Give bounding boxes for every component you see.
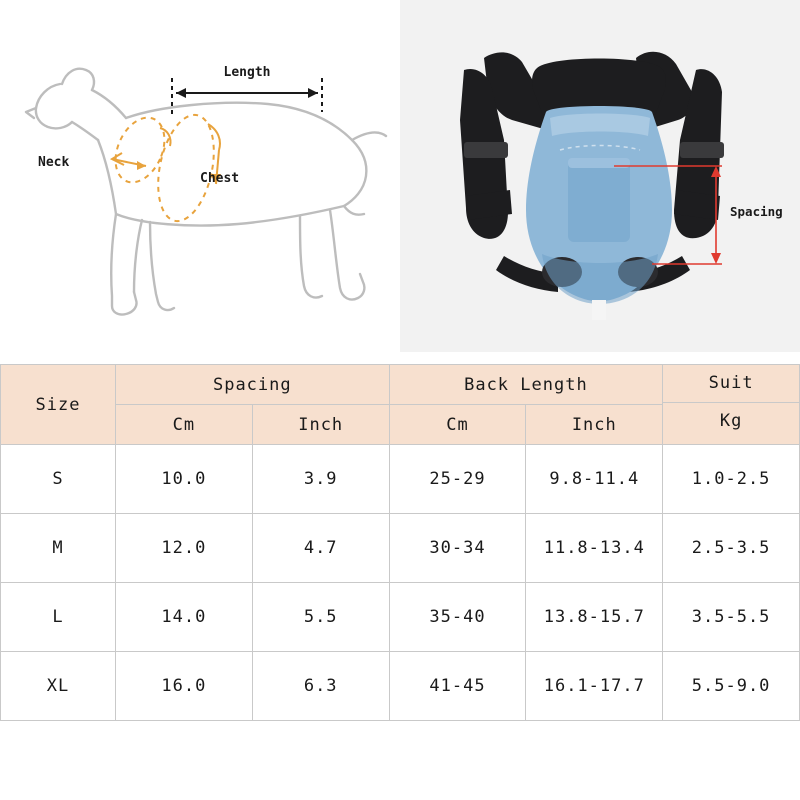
cell-back-inch: 9.8-11.4: [526, 445, 663, 514]
cell-back-cm: 41-45: [389, 652, 526, 721]
cell-spacing-cm: 16.0: [116, 652, 253, 721]
cell-size: XL: [1, 652, 116, 721]
table-header-group-row: [1, 365, 800, 405]
header-spacing: Spacing: [116, 365, 390, 405]
chest-label: Chest: [200, 171, 240, 186]
header-suit-unit: Kg: [719, 411, 743, 431]
table-row: [1, 652, 800, 721]
cell-size: S: [1, 445, 116, 514]
cell-back-inch: 13.8-15.7: [526, 583, 663, 652]
size-table: [0, 364, 800, 721]
table-header: [1, 365, 800, 445]
header-spacing-cm: Cm: [116, 405, 253, 445]
cell-spacing-inch: 4.7: [252, 514, 389, 583]
dog-measurement-diagram: [0, 0, 400, 352]
header-spacing-inch: Inch: [252, 405, 389, 445]
table-body: [1, 445, 800, 721]
cell-back-cm: 30-34: [389, 514, 526, 583]
illustration-row: [0, 0, 800, 352]
header-suit: [663, 365, 800, 445]
cell-suit-kg: 3.5-5.5: [663, 583, 800, 652]
table-row: [1, 514, 800, 583]
table-row: [1, 445, 800, 514]
cell-size: M: [1, 514, 116, 583]
header-suit-title: Suit: [663, 365, 799, 403]
product-photo: [400, 0, 800, 352]
cell-spacing-inch: 6.3: [252, 652, 389, 721]
header-size: Size: [1, 365, 116, 445]
cell-back-cm: 35-40: [389, 583, 526, 652]
table-row: [1, 583, 800, 652]
cell-suit-kg: 2.5-3.5: [663, 514, 800, 583]
cell-spacing-inch: 5.5: [252, 583, 389, 652]
cell-back-inch: 11.8-13.4: [526, 514, 663, 583]
length-label: Length: [223, 65, 271, 80]
cell-spacing-inch: 3.9: [252, 445, 389, 514]
cell-spacing-cm: 12.0: [116, 514, 253, 583]
cell-suit-kg: 1.0-2.5: [663, 445, 800, 514]
cell-size: L: [1, 583, 116, 652]
cell-back-cm: 25-29: [389, 445, 526, 514]
care-label: [592, 300, 606, 320]
spacing-label: Spacing: [730, 204, 783, 219]
cell-spacing-cm: 14.0: [116, 583, 253, 652]
cell-spacing-cm: 10.0: [116, 445, 253, 514]
carrier-body: [526, 106, 672, 304]
cell-back-inch: 16.1-17.7: [526, 652, 663, 721]
header-back-length: Back Length: [389, 365, 663, 405]
header-back-cm: Cm: [389, 405, 526, 445]
neck-label: Neck: [38, 155, 70, 170]
header-back-inch: Inch: [526, 405, 663, 445]
cell-suit-kg: 5.5-9.0: [663, 652, 800, 721]
